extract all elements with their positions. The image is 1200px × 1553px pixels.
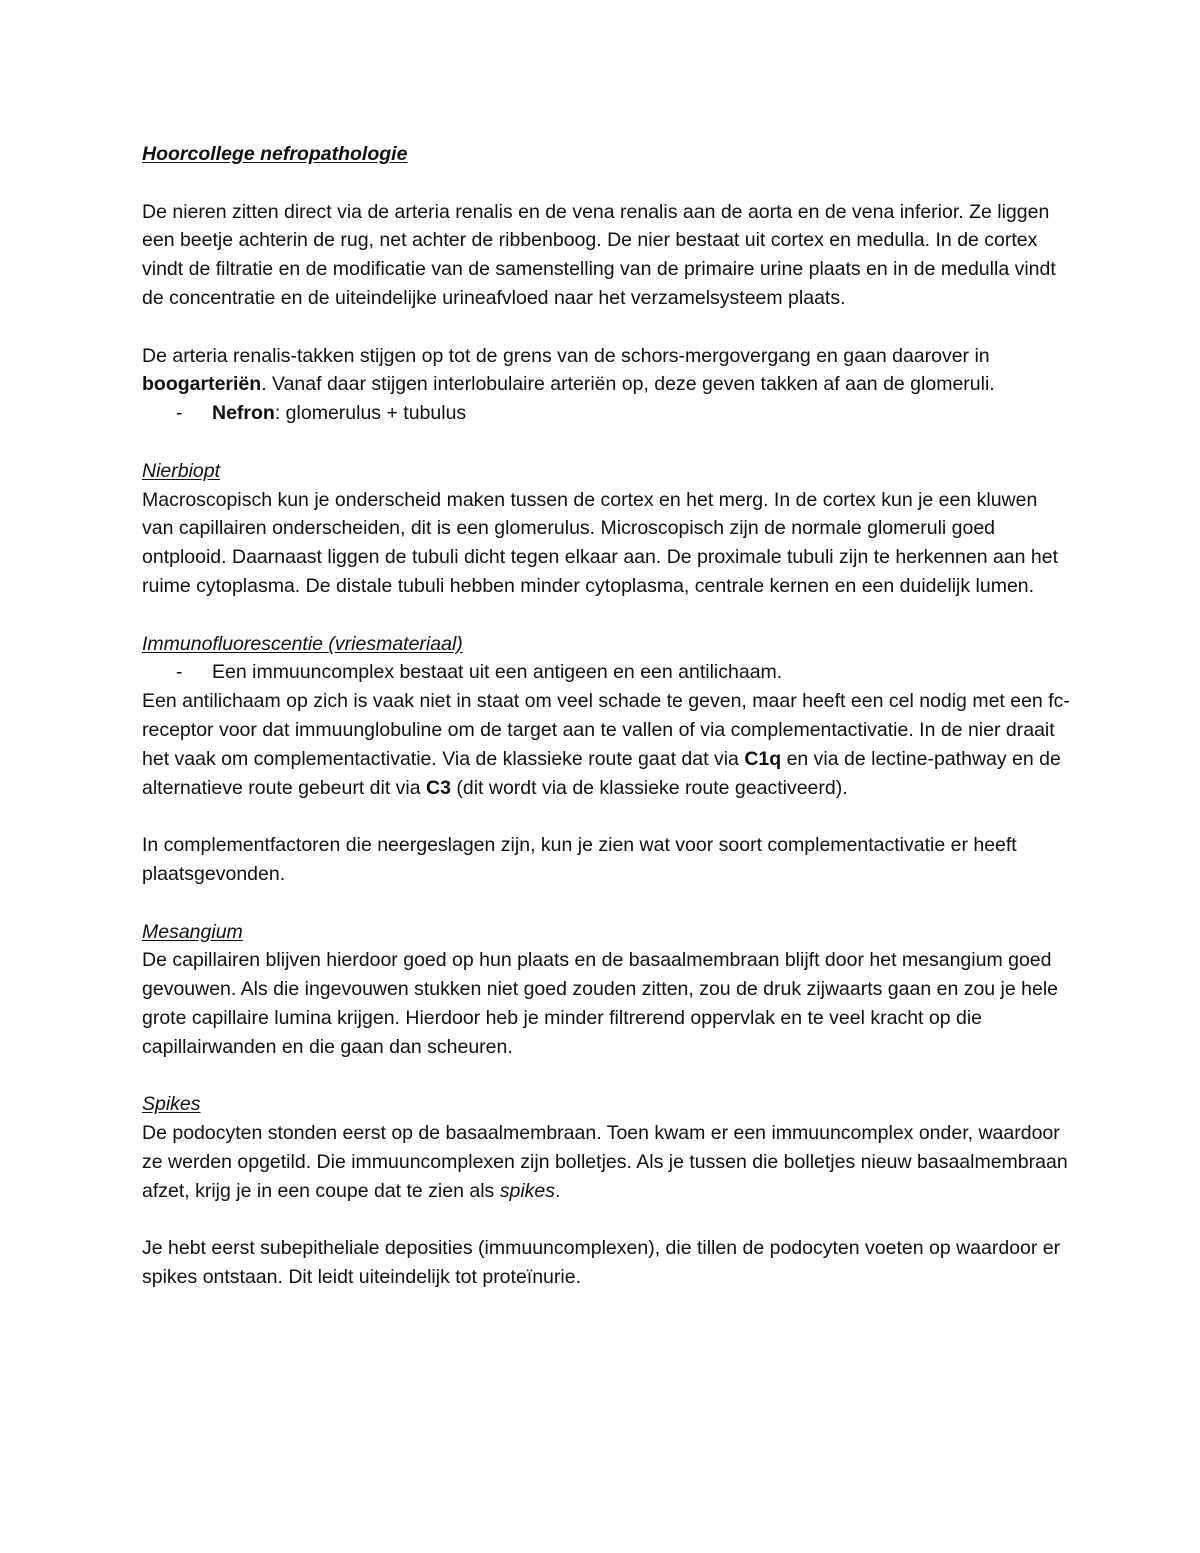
- spacer: [142, 169, 1072, 198]
- bullet-nefron: [142, 399, 1072, 428]
- bullet-text: Een immuuncomplex bestaat uit een antigeen en een antilichaam.: [212, 661, 783, 684]
- immuno-paragraph-2: In complementfactoren die neergeslagen zijn, kun je zien wat voor soort complementactivatie er heeft plaatsgevonden.: [142, 834, 1017, 885]
- immuno-text: Een antilichaam op zich is vaak niet in staat om veel schade te geven, maar heeft een cel nodig met een fc-receptor voor dat immuunglobuline om de target aan te vallen of via complementactivatie. In de nier draait het vaak om complementactivatie. Via de klassieke route gaat dat via: [142, 690, 1070, 770]
- spikes-text: .: [555, 1179, 561, 1202]
- spacer: [142, 601, 1072, 630]
- bold-term-nefron: Nefron: [212, 402, 275, 425]
- section-heading-immunofluorescentie: Immunofluorescentie (vriesmateriaal): [142, 632, 463, 655]
- spikes-paragraph-1: [142, 1119, 1072, 1205]
- italic-term-spikes: spikes: [499, 1179, 555, 1202]
- immuno-paragraph-1: [142, 687, 1072, 802]
- spacer: [142, 802, 1072, 831]
- bold-term-c1q: C1q: [744, 747, 782, 770]
- spacer: [142, 313, 1072, 342]
- spacer: [142, 1205, 1072, 1234]
- bullet-text: : glomerulus + tubulus: [274, 402, 467, 425]
- intro-paragraph-2: [142, 342, 1072, 400]
- bullet-dash: -: [176, 661, 183, 684]
- section-heading-nierbiopt: Nierbiopt: [142, 459, 221, 482]
- intro-paragraph-1: De nieren zitten direct via de arteria renalis en de vena renalis aan de aorta en de vena inferior. Ze liggen een beetje achterin de rug, net achter de ribbenboog. De nier bestaat uit cortex en medulla. In de cortex vindt de filtratie en de modificatie van de samenstelling van de primaire urine plaats en in de medulla vindt de concentratie en de uiteindelijke urineafvloed naar het verzamelsysteem plaats.: [142, 200, 1056, 309]
- immuno-text: en via de lectine-pathway en de alternatieve route gebeurt dit via: [142, 747, 1061, 799]
- nierbiopt-paragraph: Macroscopisch kun je onderscheid maken tussen de cortex en het merg. In de cortex kun je een kluwen van capillairen onderscheiden, dit is een glomerulus. Microscopisch zijn de normale glomeruli goed ontplooid. Daarnaast liggen de tubuli dicht tegen elkaar aan. De proximale tubuli zijn te herkennen aan het ruime cytoplasma. De distale tubuli hebben minder cytoplasma, centrale kernen en een duidelijk lumen.: [142, 488, 1059, 597]
- bold-term-boogarterien: boogarteriën: [142, 373, 262, 396]
- spikes-text: De podocyten stonden eerst op de basaalmembraan. Toen kwam er een immuuncomplex onder, waardoor ze werden opgetild. Die immuuncomplexen zijn bolletjes. Als je tussen die bolletjes nieuw basaalmembraan afzet, krijg je in een coupe dat te zien als: [142, 1122, 1068, 1202]
- mesangium-paragraph: De capillairen blijven hierdoor goed op hun plaats en de basaalmembraan blijft door het mesangium goed gevouwen. Als die ingevouwen stukken niet goed zouden zitten, zou de druk zijwaarts gaan en zou je hele grote capillaire lumina krijgen. Hierdoor heb je minder filtrerend oppervlak en te veel kracht op die capillairwanden en die gaan dan scheuren.: [142, 949, 1059, 1058]
- document-title: Hoorcollege nefropathologie: [142, 143, 408, 165]
- document-page: [142, 140, 1072, 1292]
- immuno-text: (dit wordt via de klassieke route geactiveerd).: [450, 776, 848, 799]
- spacer: [142, 1062, 1072, 1091]
- spacer: [142, 889, 1072, 918]
- section-heading-mesangium: Mesangium: [142, 920, 243, 943]
- bullet-dash: -: [176, 402, 183, 425]
- intro-text: . Vanaf daar stijgen interlobulaire arteriën op, deze geven takken af aan de glomeruli.: [261, 373, 995, 396]
- bullet-immuuncomplex: [142, 658, 1072, 687]
- bold-term-c3: C3: [426, 776, 451, 799]
- spikes-paragraph-2: Je hebt eerst subepitheliale deposities (immuuncomplexen), die tillen de podocyten voeten op waardoor er spikes ontstaan. Dit leidt uiteindelijk tot proteïnurie.: [142, 1237, 1061, 1289]
- section-heading-spikes: Spikes: [142, 1093, 201, 1116]
- intro-text: De arteria renalis-takken stijgen op tot de grens van de schors-mergovergang en gaan daarover in: [142, 344, 990, 367]
- spacer: [142, 428, 1072, 457]
